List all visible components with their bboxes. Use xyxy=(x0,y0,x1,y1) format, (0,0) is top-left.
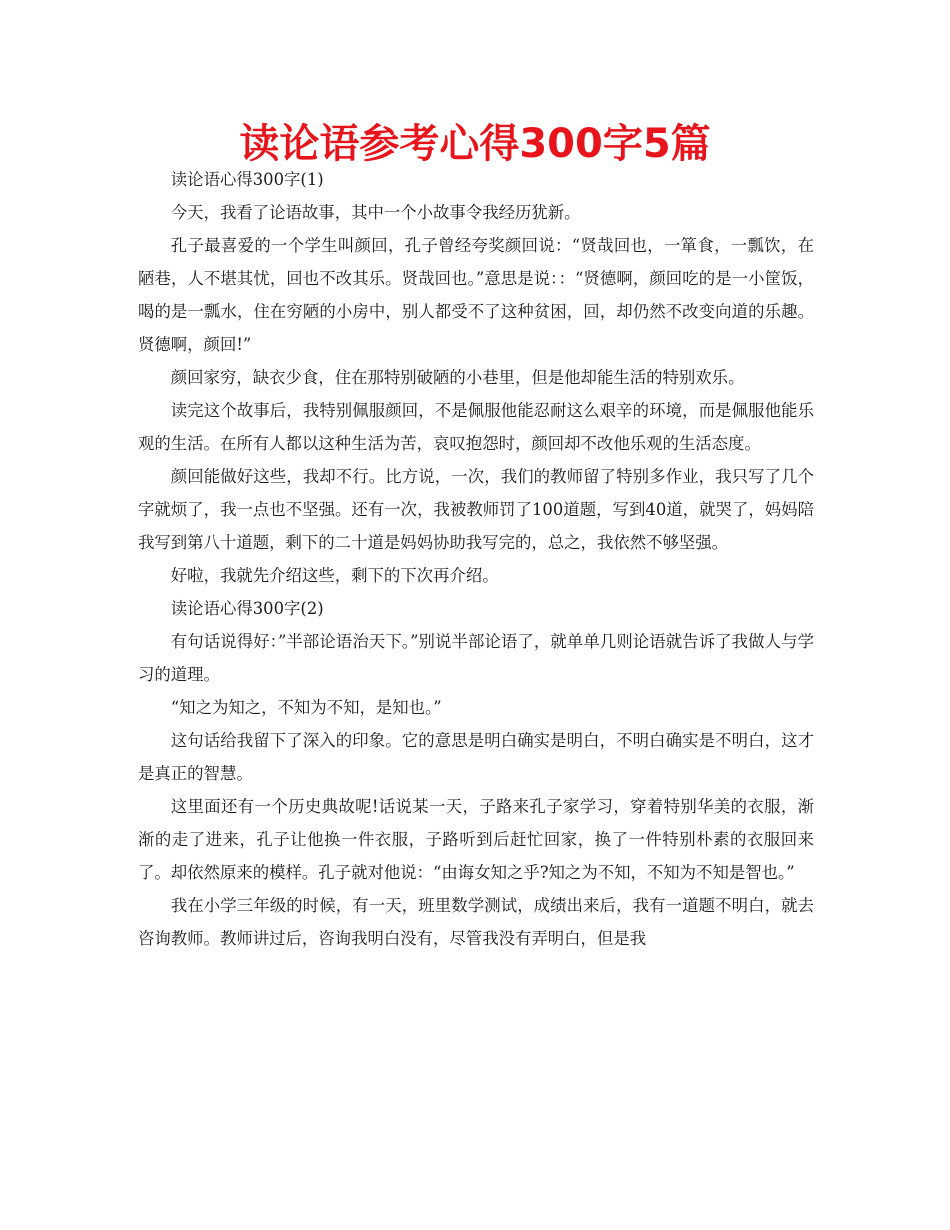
paragraph: 这句话给我留下了深入的印象。它的意思是明白确实是明白，不明白确实是不明白，这才是真正的智慧。 xyxy=(138,731,814,783)
paragraph: “知之为知之，不知为不知，是知也。” xyxy=(170,698,442,717)
paragraph: 读完这个故事后，我特别佩服颜回，不是佩服他能忍耐这么艰辛的环境，而是佩服他能乐观的生活。在所有人都以这种生活为苦，哀叹抱怨时，颜回却不改他乐观的生活态度。 xyxy=(138,401,814,453)
paragraph: 读论语心得300字(2) xyxy=(170,599,324,618)
paragraph: 有句话说得好：”半部论语治天下。”别说半部论语了，就单单几则论语就告诉了我做人与学习的道理。 xyxy=(138,632,814,684)
paragraph: 颜回能做好这些，我却不行。比方说，一次，我们的教师留了特别多作业，我只写了几个字就烦了，我一点也不坚强。还有一次，我被教师罚了100道题，写到40道，就哭了，妈妈陪我写到第八十道题，剩下的二十道是妈妈协助我写完的，总之，我依然不够坚强。 xyxy=(138,467,814,552)
document-title: 读论语参考心得300字5篇 xyxy=(239,121,711,167)
paragraph: 孔子最喜爱的一个学生叫颜回，孔子曾经夸奖颜回说：“贤哉回也，一箪食，一瓢饮，在陋巷，人不堪其忧，回也不改其乐。贤哉回也。”意思是说：：“贤德啊，颜回吃的是一小筐饭，喝的是一瓢水，住在穷陋的小房中，别人都受不了这种贫困，回，却仍然不改变向道的乐趣。贤德啊，颜回!” xyxy=(138,236,814,354)
paragraph: 我在小学三年级的时候，有一天，班里数学测试，成绩出来后，我有一道题不明白，就去咨询教师。教师讲过后，咨询我明白没有，尽管我没有弄明白，但是我 xyxy=(138,896,814,948)
paragraph: 颜回家穷，缺衣少食，住在那特别破陋的小巷里，但是他却能生活的特别欢乐。 xyxy=(170,368,745,387)
document-body xyxy=(138,163,814,955)
paragraph: 今天，我看了论语故事，其中一个小故事令我经历犹新。 xyxy=(170,203,581,222)
paragraph: 好啦，我就先介绍这些，剩下的下次再介绍。 xyxy=(170,566,499,585)
paragraph: 这里面还有一个历史典故呢!话说某一天，子路来孔子家学习，穿着特别华美的衣服，渐渐的走了进来，孔子让他换一件衣服，子路听到后赶忙回家，换了一件特别朴素的衣服回来了。却依然原来的模样。孔子就对他说：“由诲女知之乎?知之为不知，不知为不知是智也。” xyxy=(138,797,814,882)
paragraph: 读论语心得300字(1) xyxy=(170,170,324,189)
